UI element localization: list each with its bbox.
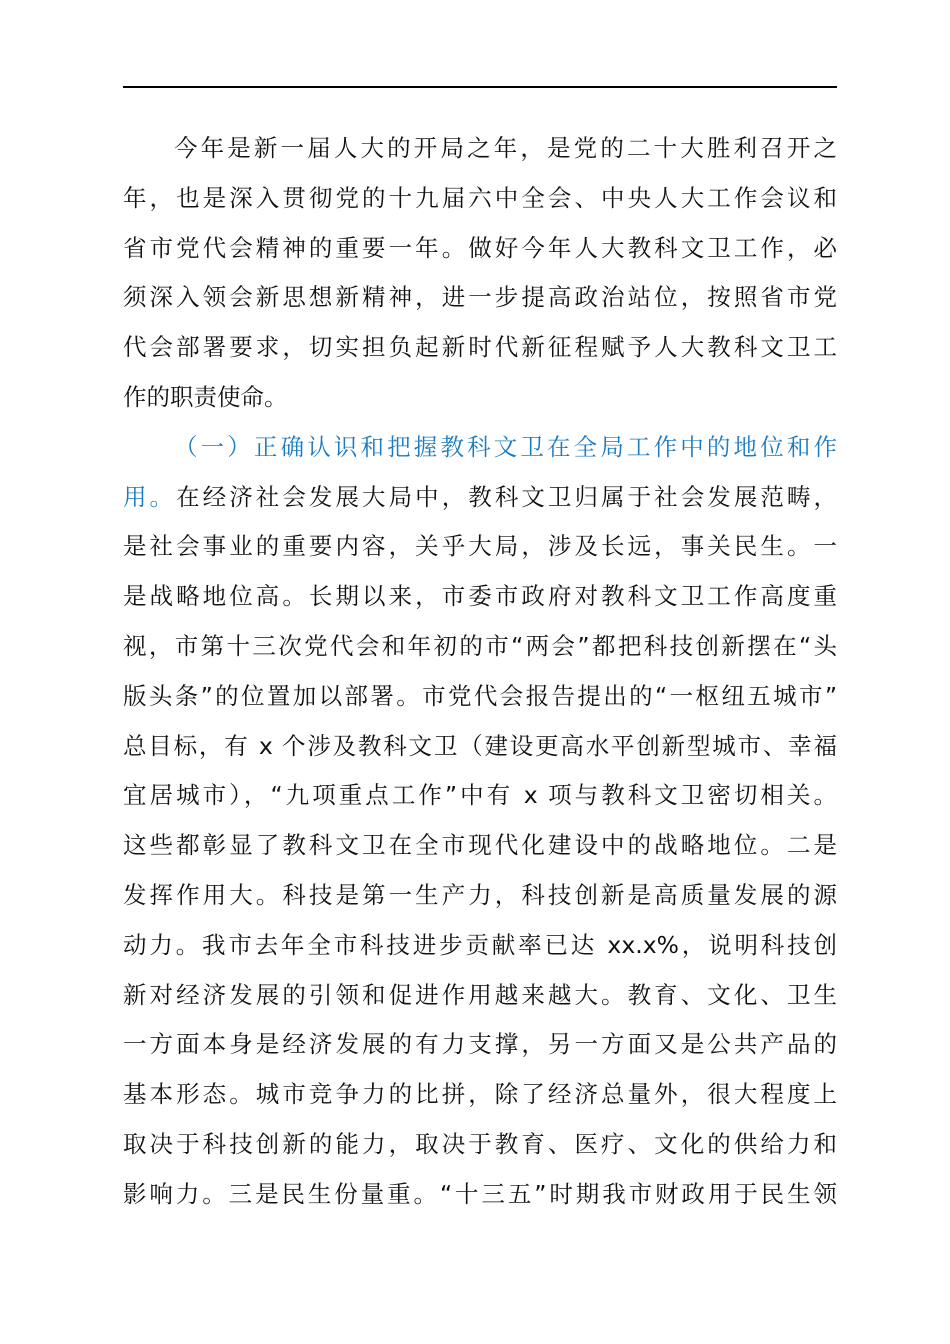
body-text: 今年是新一届人大的开局之年，是党的二十大胜利召开之 [174,134,837,162]
body-text: 动力。我市去年全市科技进步贡献率已达 xx.x%，说明科技创 [123,930,837,959]
body-text: 总目标，有 x 个涉及教科文卫（建设更高水平创新型城市、幸福 [123,731,837,760]
body-text: 发挥作用大。科技是第一生产力，科技创新是高质量发展的源 [123,880,837,909]
body-text: 新对经济发展的引领和促进作用越来越大。教育、文化、卫生 [123,980,837,1009]
body-text: 影响力。三是民生份量重。“十三五”时期我市财政用于民生领 [123,1179,837,1208]
body-text: 宜居城市），“九项重点工作”中有 x 项与教科文卫密切相关。 [123,781,837,810]
paragraph-line [123,273,837,323]
body-text: 是战略地位高。长期以来，市委市政府对教科文卫工作高度重 [123,582,837,611]
body-text: 作的职责使命。 [123,382,288,411]
paragraph-line [123,423,837,473]
body-text: 基本形态。城市竞争力的比拼，除了经济总量外，很大程度上 [123,1080,837,1109]
body-text: 一方面本身是经济发展的有力支撑，另一方面又是公共产品的 [123,1030,837,1059]
paragraph-line [123,124,837,174]
body-text: 在经济社会发展大局中，教科文卫归属于社会发展范畴， [176,482,838,511]
paragraph-line [123,622,837,672]
body-text: 取决于科技创新的能力，取决于教育、医疗、文化的供给力和 [123,1129,837,1158]
paragraph-line [123,1070,837,1120]
paragraph-line [123,323,837,373]
paragraph-line [123,871,837,921]
body-text: 版头条”的位置加以部署。市党代会报告提出的“一枢纽五城市” [123,681,837,710]
paragraph-line [123,373,837,423]
paragraph-line [123,771,837,821]
body-text: 须深入领会新思想新精神，进一步提高政治站位，按照省市党 [123,283,837,312]
body-text: 代会部署要求，切实担负起新时代新征程赋予人大教科文卫工 [123,333,837,362]
body-text: 这些都彰显了教科文卫在全市现代化建设中的战略地位。二是 [123,831,837,860]
paragraph-line [123,821,837,871]
document-body [123,124,837,1220]
section-heading: 用。 [123,482,177,511]
paragraph-line [123,971,837,1021]
section-heading: （一）正确认识和把握教科文卫在全局工作中的地位和作 [174,432,837,461]
paragraph-line [123,473,837,523]
paragraph-line [123,174,837,224]
header-rule [123,86,837,88]
paragraph-line [123,672,837,722]
paragraph-line [123,522,837,572]
paragraph-line [123,921,837,971]
paragraph-line [123,722,837,772]
paragraph-line [123,572,837,622]
paragraph-line [123,224,837,274]
paragraph-line [123,1120,837,1170]
body-text: 视，市第十三次党代会和年初的市“两会”都把科技创新摆在“头 [123,631,837,660]
body-text: 是社会事业的重要内容，关乎大局，涉及长远，事关民生。一 [123,532,837,561]
paragraph-line [123,1020,837,1070]
body-text: 年，也是深入贯彻党的十九届六中全会、中央人大工作会议和 [123,183,837,212]
body-text: 省市党代会精神的重要一年。做好今年人大教科文卫工作，必 [123,233,837,262]
paragraph-line [123,1170,837,1220]
